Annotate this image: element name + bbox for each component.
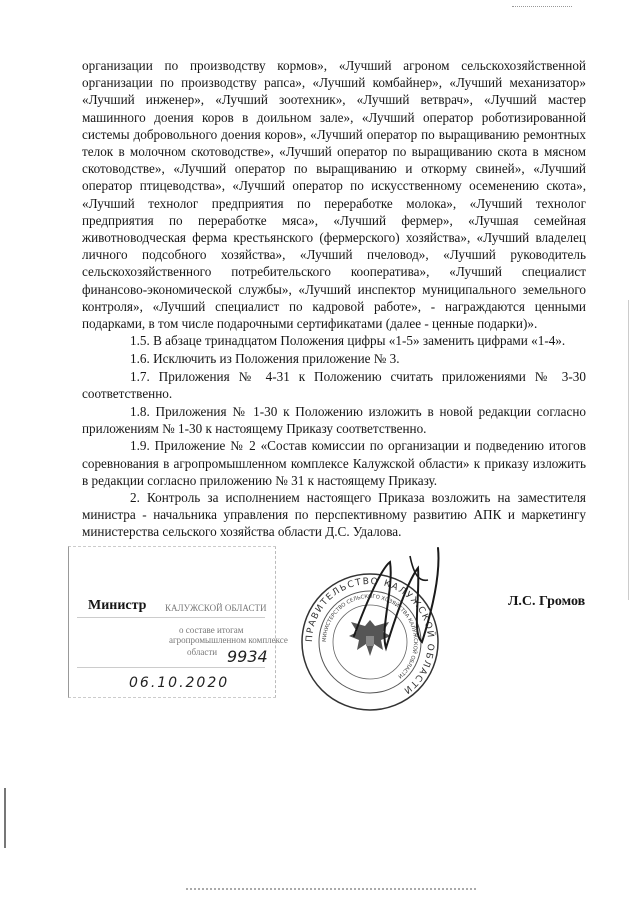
stamp-rule <box>77 617 265 618</box>
paragraph: 1.8. Приложения № 1-30 к Положению изложить в новой редакции согласно приложениям № 1-30 к настоящему Приказу соответственно. <box>82 404 586 437</box>
signer-name: Л.С. Громов <box>508 594 586 609</box>
scan-mark <box>512 6 572 21</box>
paragraph: 1.6. Исключить из Положения приложение № 3. <box>130 351 400 367</box>
stamp-line: агропромышленном комплексе <box>169 635 288 645</box>
registration-date: 06.10.2020 <box>129 675 230 691</box>
paragraph: 2. Контроль за исполнением настоящего Приказа возложить на заместителя министра - начальника управления по перспективному развитию АПК и маркетингу министерства сельского хозяйства области Д.С. Удалова. <box>82 490 586 540</box>
seal-outer-text: ПРАВИТЕЛЬСТВО КАЛУЖСКОЙ ОБЛАСТИ <box>304 576 436 696</box>
stamp-line: о составе итогам <box>179 625 244 635</box>
body-text <box>82 57 586 541</box>
stamp-line: области <box>187 647 218 657</box>
registration-stamp <box>68 546 288 698</box>
scan-mark <box>628 300 629 600</box>
paragraph: организации по производству кормов», «Лучший агроном сельскохозяйственной организации по производству рапса», «Лучший комбайнер», «Лучший механизатор» «Лучший инженер», «Лучший зоотехник», «Лучший ветврач», «Лучший мастер машинного доения коров в доильном зале», «Лучший оператор роботизированной системы добровольного доения коров», «Лучший оператор по выращиванию ремонтных телок в молочном скотоводстве», «Лучший оператор по выращиванию скота в мясном скотоводстве», «Лучший оператор по выращиванию и откорму свиней», «Лучший оператор птицеводства», «Лучший оператор по искусственному осеменению скота», «Лучший технолог предприятия по переработке молока», «Лучший технолог предприятия по переработке мяса», «Лучший фермер», «Лучшая семейная животноводческая ферма крестьянского (фермерского) хозяйства», «Лучший владелец личного подсобного хозяйства», «Лучший пчеловод», «Лучший руководитель сельскохозяйственного потребительского кооператива», «Лучший специалист финансово-экономической службы», «Лучший инспектор муниципального земельного контроля», «Лучший специалист по кадровой работе», - награждаются ценными подарками, в том числе подарочными сертификатами (далее - ценные подарки)». <box>82 58 586 332</box>
paragraph: 1.7. Приложения № 4-31 к Положению считать приложениями № 3-30 соответственно. <box>82 368 586 401</box>
handwritten-signature <box>340 538 460 658</box>
minister-label: Министр <box>88 598 147 613</box>
registration-number: 9934 <box>227 647 268 666</box>
stamp-org-line: КАЛУЖСКОЙ ОБЛАСТИ <box>165 603 267 613</box>
scan-mark <box>186 888 476 892</box>
paragraph: 1.9. Приложение № 2 «Состав комиссии по организации и подведению итогов соревнования в агропромышленном комплексе Калужской области» к приказу изложить в редакции согласно приложению № 31 к настоящему Приказу. <box>82 438 586 488</box>
seal-inner-text: МИНИСТЕРСТВО СЕЛЬСКОГО ХОЗЯЙСТВА КАЛУЖСКОЙ ОБЛАСТИ <box>321 593 419 680</box>
paragraph: 1.5. В абзаце тринадцатом Положения цифры «1-5» заменить цифрами «1-4». <box>130 333 566 349</box>
stamp-rule <box>77 667 265 668</box>
scan-mark <box>4 788 6 848</box>
